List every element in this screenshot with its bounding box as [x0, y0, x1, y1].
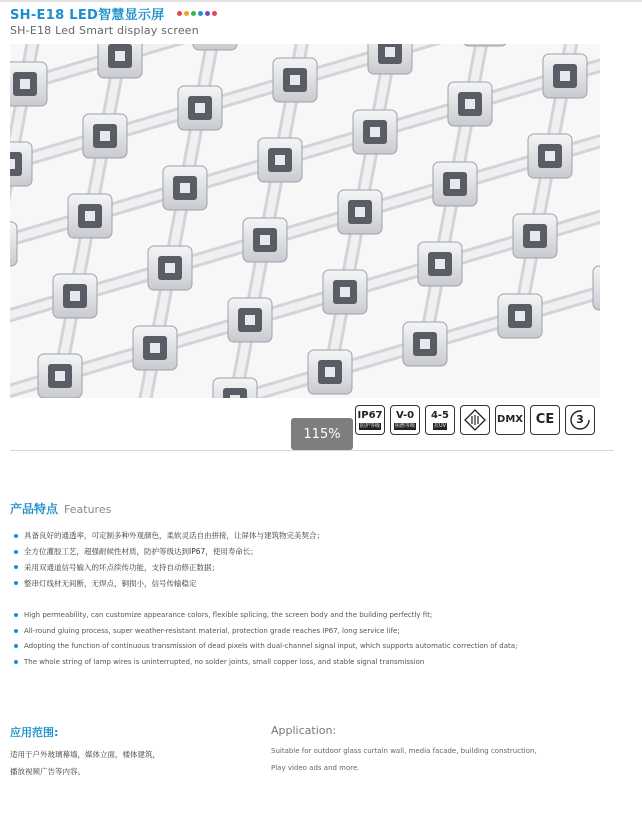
- v0-icon: V-0 阻燃等级: [390, 405, 420, 435]
- led-pixel-node: [273, 58, 317, 102]
- led-pixel-node: [353, 110, 397, 154]
- led-pixel-node: [368, 44, 412, 74]
- led-pixel-node: [193, 44, 237, 50]
- led-pixel-node: [323, 270, 367, 314]
- led-pixel-node: [593, 266, 600, 310]
- color-dot: [212, 11, 217, 16]
- list-item: All-round gluing process, super weather-resistant material, protection grade reaches IP67, long service life;: [14, 623, 517, 639]
- application-en: [271, 724, 537, 777]
- ce-icon: CE: [530, 405, 560, 435]
- led-pixel-node: [498, 294, 542, 338]
- led-pixel-node: [10, 222, 17, 266]
- dmx-icon: DMX: [495, 405, 525, 435]
- three-wire-icon: [460, 405, 490, 435]
- application-line: Suitable for outdoor glass curtain wall, media facade, building construction,: [271, 747, 537, 755]
- led-pixel-node: [148, 246, 192, 290]
- certification-icons: [355, 405, 595, 435]
- led-pixel-node: [133, 326, 177, 370]
- page-header: [10, 4, 217, 37]
- led-pixel-node: [213, 378, 257, 398]
- led-pixel-node: [53, 274, 97, 318]
- list-item: High permeability, can customize appearance colors, flexible splicing, the screen body and the building perfectly fit;: [14, 607, 517, 623]
- page-title: SH-E18 LED智慧显示屏: [10, 8, 165, 23]
- led-pixel-node: [463, 44, 507, 46]
- led-pixel-node: [338, 190, 382, 234]
- led-pixel-node: [403, 322, 447, 366]
- features-list-cn: [14, 528, 324, 591]
- list-item: 全方位灌胶工艺，超强耐候性材质，防护等级达到IP67，使用寿命长；: [14, 544, 324, 560]
- color-dot: [184, 11, 189, 16]
- application-heading-cn: 应用范围:: [10, 726, 59, 739]
- led-pixel-node: [513, 214, 557, 258]
- features-heading: 产品特点 Features: [10, 502, 112, 516]
- list-item: 采用双通道信号输入的坏点续传功能，支持自动修正数据；: [14, 560, 324, 576]
- page-subtitle: SH-E18 Led Smart display screen: [10, 24, 199, 37]
- application-line: 播放视频广告等内容。: [10, 767, 85, 776]
- led-pixel-node: [83, 114, 127, 158]
- application-line: Play video ads and more.: [271, 764, 360, 772]
- color-dots: [177, 11, 217, 16]
- section-divider: [10, 450, 614, 451]
- led-pixel-node: [10, 62, 47, 106]
- color-dot: [177, 11, 182, 16]
- color-dot: [191, 11, 196, 16]
- list-item: 具备良好的通透率，可定制多种外观颜色，柔软灵活自由拼接，让屏体与建筑物完美契合；: [14, 528, 324, 544]
- top-divider: [0, 0, 642, 2]
- led-pixel-node: [308, 350, 352, 394]
- led-pixel-node: [10, 142, 32, 186]
- color-dot: [205, 11, 210, 16]
- list-item: Adopting the function of continuous transmission of dead pixels with dual-channel signal input, which supports automatic correction of data;: [14, 639, 517, 655]
- led-pixel-node: [258, 138, 302, 182]
- led-pixel-node: [98, 44, 142, 78]
- led-pixel-node: [243, 218, 287, 262]
- warranty-3-icon: 3: [565, 405, 595, 435]
- uv-icon: 4-5 抗UV: [425, 405, 455, 435]
- led-pixel-node: [448, 82, 492, 126]
- led-pixel-node: [163, 166, 207, 210]
- led-pixel-node: [528, 134, 572, 178]
- led-pixel-node: [418, 242, 462, 286]
- zoom-level-indicator[interactable]: 115%: [291, 418, 353, 450]
- led-mesh-illustration: [10, 44, 600, 398]
- features-list-en: [14, 607, 517, 670]
- led-pixel-node: [178, 86, 222, 130]
- led-pixel-node: [38, 354, 82, 398]
- led-pixel-node: [68, 194, 112, 238]
- ip67-icon: IP67 防护等级: [355, 405, 385, 435]
- led-pixel-node: [543, 54, 587, 98]
- application-line: 适用于户外玻璃幕墙，媒体立面，楼体建筑，: [10, 750, 160, 759]
- product-photo: [10, 44, 600, 398]
- color-dot: [198, 11, 203, 16]
- application-cn: [10, 724, 160, 780]
- application-heading-en: Application:: [271, 724, 337, 737]
- list-item: 整串灯线材无间断，无焊点，铜损小，信号传输稳定: [14, 575, 324, 591]
- list-item: The whole string of lamp wires is uninterrupted, no solder joints, small copper loss, and stable signal transmission: [14, 654, 517, 670]
- led-pixel-node: [228, 298, 272, 342]
- led-pixel-node: [433, 162, 477, 206]
